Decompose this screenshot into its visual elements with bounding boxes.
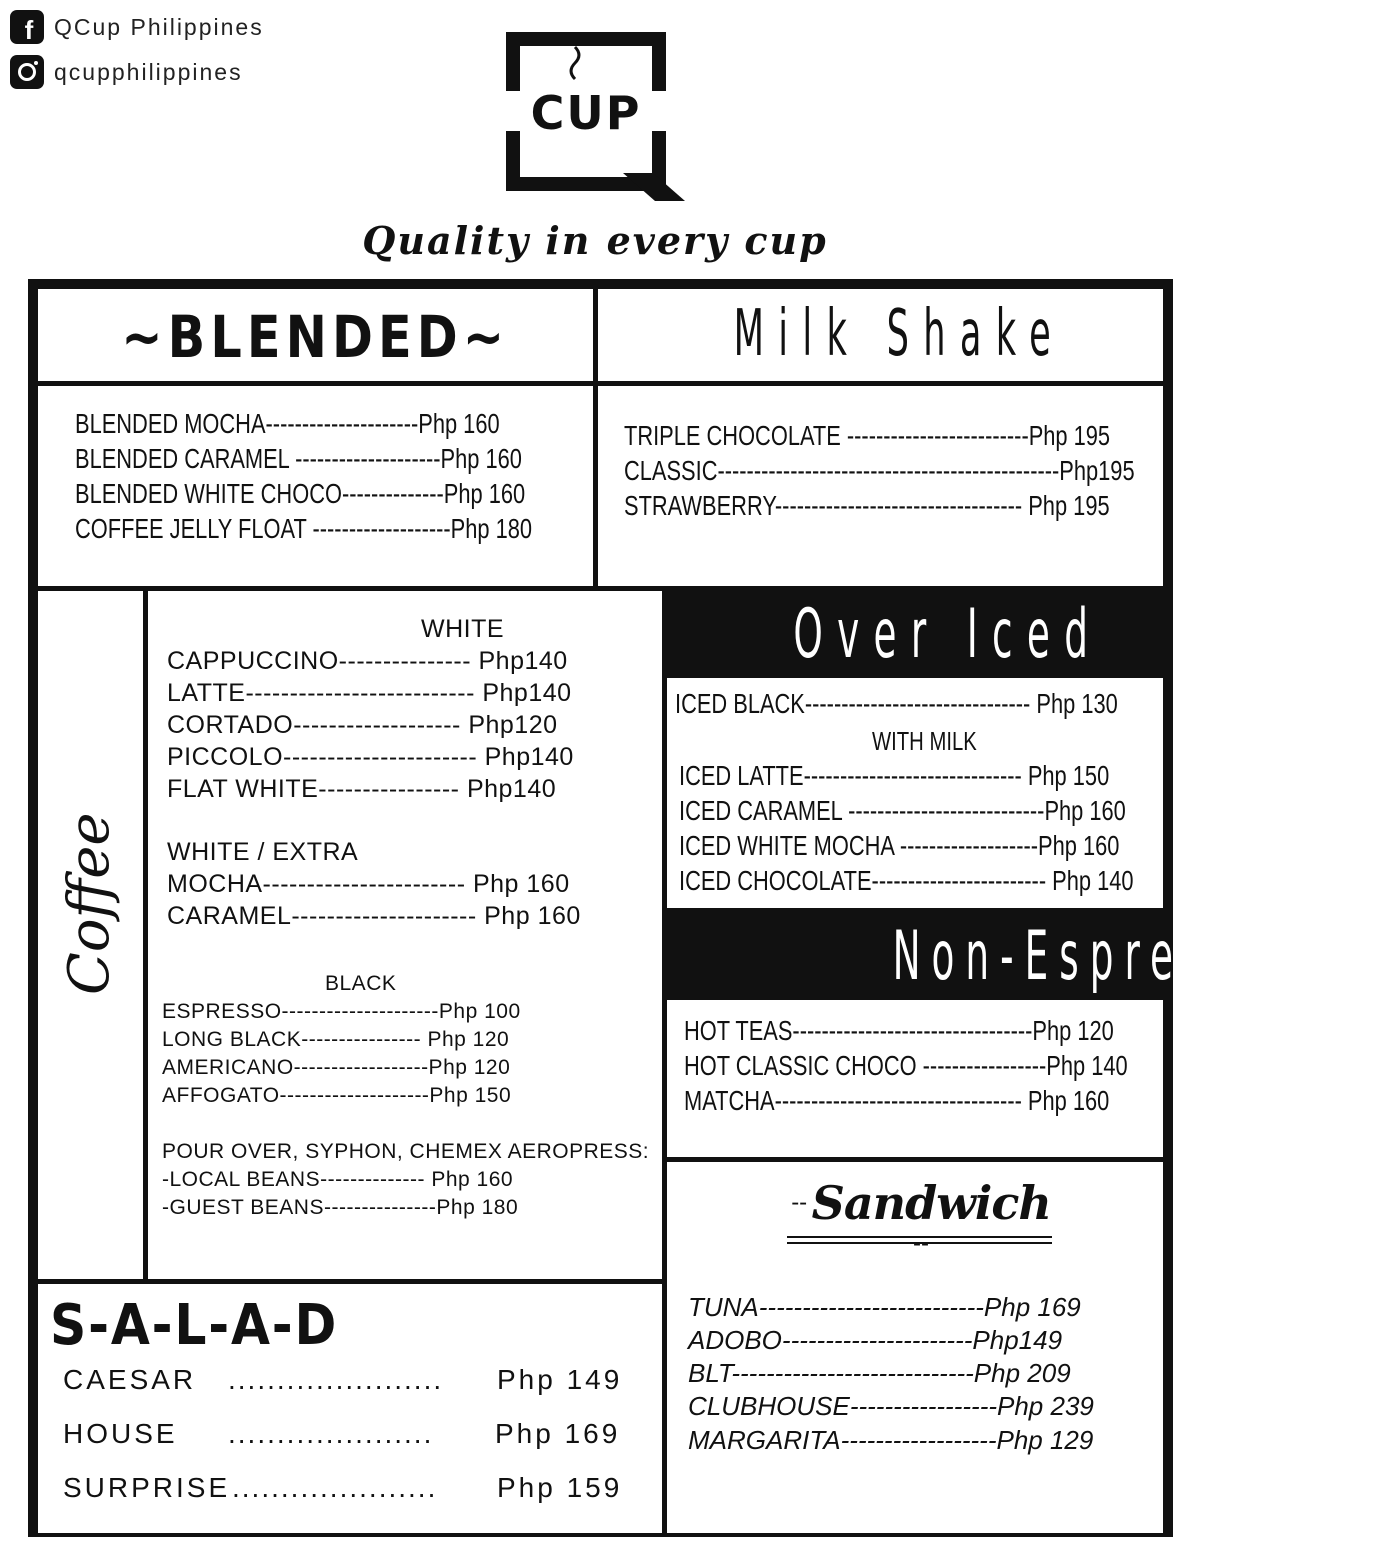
over-iced-item: ICED CARAMEL ---------------------------Php 160	[679, 795, 1126, 826]
sandwich-title: -- Sandwich --	[791, 1176, 1051, 1257]
non-espreso-title: Non-Espreso	[892, 917, 1249, 996]
coffee-black-item: LONG BLACK---------------- Php 120	[162, 1028, 510, 1051]
coffee-black-item: AFFOGATO--------------------Php 150	[162, 1084, 512, 1107]
non-espreso-item: HOT TEAS---------------------------------Php 120	[684, 1015, 1114, 1046]
salad-title: S-A-L-A-D	[50, 1293, 339, 1358]
facebook-link[interactable]	[10, 10, 264, 44]
milkshake-item: CLASSIC-----------------------------------------------Php195	[624, 455, 1135, 486]
salad-item-dots: ......................	[228, 1364, 444, 1395]
blended-item: BLENDED WHITE CHOCO--------------Php 160	[75, 478, 526, 509]
instagram-label: qcupphilippines	[54, 58, 243, 85]
with-milk-heading: WITH MILK	[872, 726, 977, 756]
blended-item: BLENDED CARAMEL --------------------Php 160	[75, 443, 522, 474]
sandwich-item: ADOBO----------------------Php149	[688, 1325, 1063, 1355]
coffee-black-heading: BLACK	[325, 972, 397, 995]
facebook-label: QCup Philippines	[54, 13, 264, 40]
non-espreso-item: HOT CLASSIC CHOCO -----------------Php 140	[684, 1050, 1128, 1081]
logo-text: CUP	[530, 86, 642, 140]
sandwich-item: TUNA--------------------------Php 169	[688, 1292, 1081, 1322]
coffee-pour-item: -GUEST BEANS---------------Php 180	[162, 1196, 519, 1219]
sandwich-item: BLT----------------------------Php 209	[688, 1358, 1071, 1388]
sandwich-item: MARGARITA------------------Php 129	[688, 1425, 1094, 1455]
coffee-white-item: CAPPUCCINO--------------- Php140	[167, 647, 568, 675]
coffee-white-heading: WHITE	[421, 615, 505, 643]
milkshake-item: TRIPLE CHOCOLATE -------------------------Php 195	[624, 420, 1111, 451]
svg-text:Coffee: Coffee	[57, 812, 122, 995]
coffee-white-item: PICCOLO---------------------- Php140	[167, 743, 574, 771]
milkshake-item: STRAWBERRY---------------------------------- Php 195	[624, 490, 1110, 521]
salad-item-dots: .....................	[228, 1418, 434, 1449]
coffee-black-item: ESPRESSO---------------------Php 100	[162, 1000, 521, 1023]
salad-item-name: HOUSE	[63, 1418, 178, 1449]
blended-header-box	[34, 285, 597, 385]
coffee-white-item: CORTADO------------------- Php120	[167, 711, 558, 739]
coffee-extra-item: MOCHA----------------------- Php 160	[167, 870, 570, 898]
coffee-pour-heading: POUR OVER, SYPHON, CHEMEX AEROPRESS:	[162, 1140, 650, 1163]
salad-item-price: Php 159	[497, 1472, 623, 1503]
instagram-icon	[10, 55, 44, 89]
coffee-side-label	[57, 770, 128, 1000]
non-espreso-item: MATCHA---------------------------------- Php 160	[684, 1085, 1110, 1116]
milkshake-title: Milk Shake	[733, 297, 1066, 371]
salad-item-price: Php 149	[497, 1364, 623, 1395]
salad-item-price: Php 169	[495, 1418, 621, 1449]
coffee-extra-heading: WHITE / EXTRA	[167, 838, 359, 866]
coffee-black-item: AMERICANO------------------Php 120	[162, 1056, 511, 1079]
over-iced-item: ICED WHITE MOCHA -------------------Php 160	[679, 830, 1120, 861]
sandwich-underline	[787, 1236, 1052, 1244]
tagline: Quality in every cup	[362, 218, 828, 263]
qcup-logo	[505, 33, 685, 201]
non-espreso-header	[663, 909, 1249, 999]
salad-item-name: CAESAR	[63, 1364, 197, 1395]
over-iced-item: ICED BLACK------------------------------- Php 130	[675, 688, 1118, 719]
over-iced-title: Over Iced	[793, 595, 1103, 674]
over-iced-header	[663, 587, 1167, 677]
blended-item: BLENDED MOCHA---------------------Php 160	[75, 408, 500, 439]
over-iced-item: ICED CHOCOLATE------------------------ Php 140	[679, 865, 1134, 896]
coffee-white-item: FLAT WHITE---------------- Php140	[167, 775, 557, 803]
blended-item: COFFEE JELLY FLOAT -------------------Php 180	[75, 513, 533, 544]
coffee-white-item: LATTE-------------------------- Php140	[167, 679, 572, 707]
facebook-icon: f	[10, 10, 44, 44]
milkshake-header-box	[594, 285, 1167, 385]
salad-item-name: SURPRISE	[63, 1472, 231, 1503]
coffee-extra-item: CARAMEL--------------------- Php 160	[167, 902, 581, 930]
instagram-link[interactable]	[10, 55, 243, 89]
coffee-pour-item: -LOCAL BEANS-------------- Php 160	[162, 1168, 514, 1191]
blended-title: ~BLENDED~	[121, 303, 510, 371]
sandwich-item: CLUBHOUSE-----------------Php 239	[688, 1391, 1094, 1421]
over-iced-item: ICED LATTE------------------------------ Php 150	[679, 760, 1110, 791]
salad-item-dots: .....................	[232, 1472, 438, 1503]
